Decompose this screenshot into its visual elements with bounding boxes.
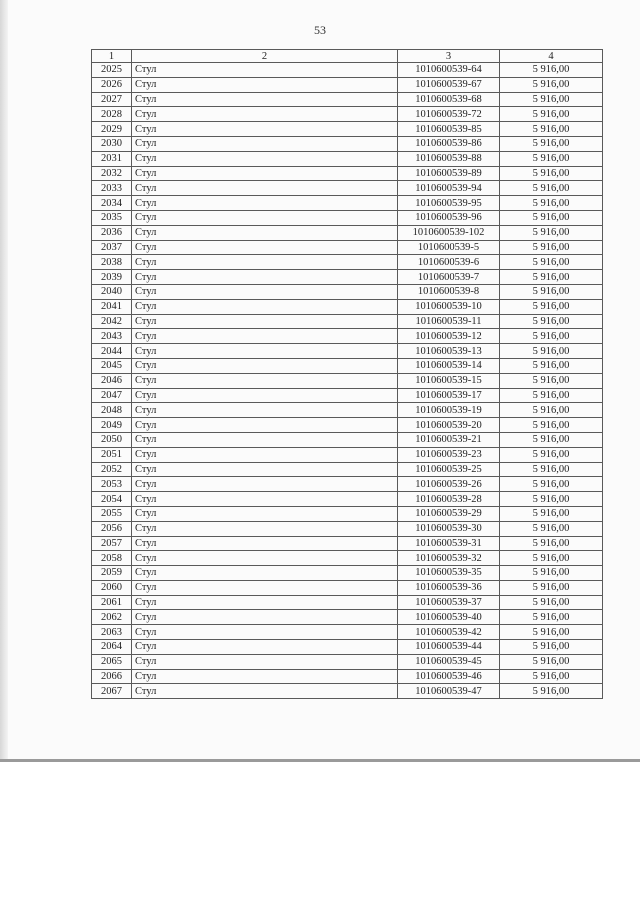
row-number: 2051: [92, 447, 132, 462]
table-row: [92, 432, 603, 447]
table-row: [92, 506, 603, 521]
table-row: [92, 240, 603, 255]
item-value: 5 916,00: [500, 210, 603, 225]
inventory-code: 1010600539-36: [398, 580, 500, 595]
item-value: 5 916,00: [500, 492, 603, 507]
item-name: Стул: [132, 492, 398, 507]
table-row: [92, 640, 603, 655]
item-name: Стул: [132, 284, 398, 299]
row-number: 2046: [92, 373, 132, 388]
inventory-code: 1010600539-67: [398, 77, 500, 92]
row-number: 2038: [92, 255, 132, 270]
table-row: [92, 373, 603, 388]
row-number: 2034: [92, 196, 132, 211]
row-number: 2035: [92, 210, 132, 225]
inventory-code: 1010600539-95: [398, 196, 500, 211]
inventory-code: 1010600539-68: [398, 92, 500, 107]
column-header-inventory-code: 3: [398, 50, 500, 63]
inventory-code: 1010600539-85: [398, 122, 500, 137]
item-name: Стул: [132, 107, 398, 122]
column-header-name: 2: [132, 50, 398, 63]
table-row: [92, 447, 603, 462]
row-number: 2039: [92, 270, 132, 285]
row-number: 2067: [92, 684, 132, 699]
row-number: 2066: [92, 669, 132, 684]
item-name: Стул: [132, 373, 398, 388]
scan-shadow-edge: [0, 0, 8, 762]
inventory-code: 1010600539-96: [398, 210, 500, 225]
column-header-value: 4: [500, 50, 603, 63]
item-value: 5 916,00: [500, 284, 603, 299]
item-value: 5 916,00: [500, 669, 603, 684]
row-number: 2055: [92, 506, 132, 521]
item-name: Стул: [132, 506, 398, 521]
item-name: Стул: [132, 166, 398, 181]
row-number: 2064: [92, 640, 132, 655]
row-number: 2025: [92, 63, 132, 78]
item-value: 5 916,00: [500, 107, 603, 122]
table-row: [92, 358, 603, 373]
inventory-code: 1010600539-7: [398, 270, 500, 285]
item-value: 5 916,00: [500, 358, 603, 373]
item-name: Стул: [132, 580, 398, 595]
inventory-code: 1010600539-37: [398, 595, 500, 610]
table-row: [92, 270, 603, 285]
inventory-code: 1010600539-30: [398, 521, 500, 536]
item-name: Стул: [132, 225, 398, 240]
inventory-code: 1010600539-11: [398, 314, 500, 329]
table-row: [92, 166, 603, 181]
inventory-code: 1010600539-44: [398, 640, 500, 655]
table-row: [92, 492, 603, 507]
row-number: 2042: [92, 314, 132, 329]
item-name: Стул: [132, 684, 398, 699]
inventory-code: 1010600539-19: [398, 403, 500, 418]
row-number: 2045: [92, 358, 132, 373]
inventory-code: 1010600539-86: [398, 136, 500, 151]
page-number: 53: [314, 23, 326, 37]
row-number: 2060: [92, 580, 132, 595]
row-number: 2029: [92, 122, 132, 137]
item-value: 5 916,00: [500, 432, 603, 447]
row-number: 2028: [92, 107, 132, 122]
row-number: 2027: [92, 92, 132, 107]
inventory-code: 1010600539-32: [398, 551, 500, 566]
table-header-row: [92, 50, 603, 63]
row-number: 2040: [92, 284, 132, 299]
inventory-code: 1010600539-14: [398, 358, 500, 373]
item-value: 5 916,00: [500, 270, 603, 285]
item-value: 5 916,00: [500, 373, 603, 388]
item-value: 5 916,00: [500, 625, 603, 640]
item-name: Стул: [132, 551, 398, 566]
row-number: 2050: [92, 432, 132, 447]
table-row: [92, 225, 603, 240]
item-value: 5 916,00: [500, 521, 603, 536]
table-row: [92, 418, 603, 433]
table-row: [92, 462, 603, 477]
inventory-code: 1010600539-26: [398, 477, 500, 492]
inventory-code: 1010600539-25: [398, 462, 500, 477]
item-value: 5 916,00: [500, 122, 603, 137]
item-name: Стул: [132, 403, 398, 418]
row-number: 2044: [92, 344, 132, 359]
item-value: 5 916,00: [500, 166, 603, 181]
item-name: Стул: [132, 462, 398, 477]
item-name: Стул: [132, 314, 398, 329]
item-value: 5 916,00: [500, 640, 603, 655]
row-number: 2032: [92, 166, 132, 181]
item-name: Стул: [132, 92, 398, 107]
item-value: 5 916,00: [500, 506, 603, 521]
item-value: 5 916,00: [500, 388, 603, 403]
item-value: 5 916,00: [500, 684, 603, 699]
table-row: [92, 344, 603, 359]
item-name: Стул: [132, 432, 398, 447]
item-value: 5 916,00: [500, 299, 603, 314]
item-name: Стул: [132, 255, 398, 270]
row-number: 2026: [92, 77, 132, 92]
row-number: 2062: [92, 610, 132, 625]
inventory-code: 1010600539-89: [398, 166, 500, 181]
table-row: [92, 284, 603, 299]
table-row: [92, 551, 603, 566]
item-value: 5 916,00: [500, 136, 603, 151]
table-row: [92, 477, 603, 492]
item-name: Стул: [132, 270, 398, 285]
table-row: [92, 625, 603, 640]
inventory-code: 1010600539-28: [398, 492, 500, 507]
row-number: 2052: [92, 462, 132, 477]
inventory-code: 1010600539-13: [398, 344, 500, 359]
inventory-code: 1010600539-45: [398, 654, 500, 669]
item-value: 5 916,00: [500, 240, 603, 255]
item-name: Стул: [132, 299, 398, 314]
row-number: 2059: [92, 566, 132, 581]
table-row: [92, 566, 603, 581]
inventory-code: 1010600539-10: [398, 299, 500, 314]
row-number: 2061: [92, 595, 132, 610]
item-name: Стул: [132, 181, 398, 196]
inventory-table: [91, 49, 603, 699]
inventory-code: 1010600539-40: [398, 610, 500, 625]
table-row: [92, 388, 603, 403]
table-row: [92, 610, 603, 625]
item-name: Стул: [132, 536, 398, 551]
row-number: 2043: [92, 329, 132, 344]
table-row: [92, 210, 603, 225]
row-number: 2054: [92, 492, 132, 507]
item-value: 5 916,00: [500, 344, 603, 359]
item-name: Стул: [132, 610, 398, 625]
row-number: 2037: [92, 240, 132, 255]
item-name: Стул: [132, 654, 398, 669]
item-name: Стул: [132, 521, 398, 536]
inventory-code: 1010600539-21: [398, 432, 500, 447]
item-value: 5 916,00: [500, 225, 603, 240]
table-row: [92, 521, 603, 536]
item-value: 5 916,00: [500, 181, 603, 196]
item-value: 5 916,00: [500, 92, 603, 107]
item-name: Стул: [132, 566, 398, 581]
row-number: 2030: [92, 136, 132, 151]
inventory-code: 1010600539-17: [398, 388, 500, 403]
item-value: 5 916,00: [500, 447, 603, 462]
inventory-code: 1010600539-12: [398, 329, 500, 344]
item-name: Стул: [132, 77, 398, 92]
item-name: Стул: [132, 122, 398, 137]
inventory-code: 1010600539-29: [398, 506, 500, 521]
item-value: 5 916,00: [500, 77, 603, 92]
item-value: 5 916,00: [500, 477, 603, 492]
item-value: 5 916,00: [500, 151, 603, 166]
table-row: [92, 255, 603, 270]
item-name: Стул: [132, 640, 398, 655]
item-value: 5 916,00: [500, 255, 603, 270]
item-name: Стул: [132, 136, 398, 151]
item-name: Стул: [132, 477, 398, 492]
row-number: 2065: [92, 654, 132, 669]
item-value: 5 916,00: [500, 418, 603, 433]
item-value: 5 916,00: [500, 196, 603, 211]
item-name: Стул: [132, 63, 398, 78]
table-row: [92, 136, 603, 151]
item-value: 5 916,00: [500, 314, 603, 329]
inventory-code: 1010600539-5: [398, 240, 500, 255]
item-value: 5 916,00: [500, 329, 603, 344]
row-number: 2031: [92, 151, 132, 166]
item-name: Стул: [132, 669, 398, 684]
inventory-code: 1010600539-31: [398, 536, 500, 551]
table-row: [92, 107, 603, 122]
table-row: [92, 151, 603, 166]
item-value: 5 916,00: [500, 63, 603, 78]
table-row: [92, 595, 603, 610]
row-number: 2049: [92, 418, 132, 433]
row-number: 2056: [92, 521, 132, 536]
table-row: [92, 684, 603, 699]
row-number: 2036: [92, 225, 132, 240]
row-number: 2057: [92, 536, 132, 551]
inventory-code: 1010600539-94: [398, 181, 500, 196]
item-name: Стул: [132, 388, 398, 403]
item-value: 5 916,00: [500, 654, 603, 669]
table-row: [92, 536, 603, 551]
table-row: [92, 299, 603, 314]
item-value: 5 916,00: [500, 403, 603, 418]
item-name: Стул: [132, 595, 398, 610]
table-row: [92, 580, 603, 595]
item-name: Стул: [132, 151, 398, 166]
item-name: Стул: [132, 625, 398, 640]
row-number: 2047: [92, 388, 132, 403]
row-number: 2041: [92, 299, 132, 314]
table-row: [92, 654, 603, 669]
inventory-code: 1010600539-42: [398, 625, 500, 640]
row-number: 2048: [92, 403, 132, 418]
item-name: Стул: [132, 196, 398, 211]
inventory-code: 1010600539-20: [398, 418, 500, 433]
item-name: Стул: [132, 329, 398, 344]
table-row: [92, 669, 603, 684]
item-value: 5 916,00: [500, 595, 603, 610]
table-row: [92, 122, 603, 137]
item-name: Стул: [132, 358, 398, 373]
item-value: 5 916,00: [500, 462, 603, 477]
item-name: Стул: [132, 418, 398, 433]
column-header-number: 1: [92, 50, 132, 63]
table-row: [92, 181, 603, 196]
item-name: Стул: [132, 344, 398, 359]
inventory-code: 1010600539-35: [398, 566, 500, 581]
inventory-code: 1010600539-88: [398, 151, 500, 166]
inventory-code: 1010600539-64: [398, 63, 500, 78]
item-value: 5 916,00: [500, 580, 603, 595]
item-name: Стул: [132, 210, 398, 225]
table-row: [92, 77, 603, 92]
inventory-code: 1010600539-23: [398, 447, 500, 462]
inventory-code: 1010600539-15: [398, 373, 500, 388]
table-row: [92, 196, 603, 211]
row-number: 2033: [92, 181, 132, 196]
table-row: [92, 314, 603, 329]
inventory-code: 1010600539-102: [398, 225, 500, 240]
table-row: [92, 403, 603, 418]
inventory-code: 1010600539-6: [398, 255, 500, 270]
row-number: 2063: [92, 625, 132, 640]
table-row: [92, 92, 603, 107]
table-row: [92, 63, 603, 78]
row-number: 2058: [92, 551, 132, 566]
item-name: Стул: [132, 240, 398, 255]
item-value: 5 916,00: [500, 536, 603, 551]
item-value: 5 916,00: [500, 551, 603, 566]
inventory-code: 1010600539-47: [398, 684, 500, 699]
item-value: 5 916,00: [500, 610, 603, 625]
row-number: 2053: [92, 477, 132, 492]
item-name: Стул: [132, 447, 398, 462]
item-value: 5 916,00: [500, 566, 603, 581]
inventory-code: 1010600539-46: [398, 669, 500, 684]
inventory-code: 1010600539-72: [398, 107, 500, 122]
inventory-code: 1010600539-8: [398, 284, 500, 299]
table-row: [92, 329, 603, 344]
